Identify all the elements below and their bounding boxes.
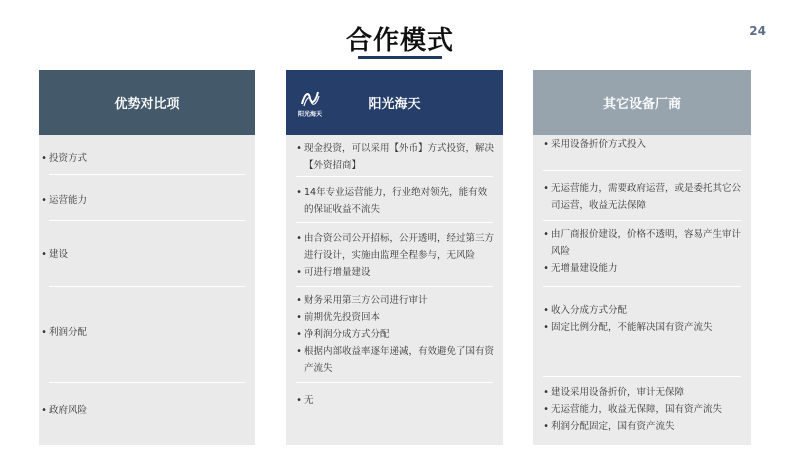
right-cell-1: • 无运营能力，需要政府运营，或是委托其它公司运营，收益无法保障 <box>533 180 751 214</box>
company-logo <box>294 88 326 118</box>
title-underline <box>358 56 442 59</box>
separator <box>543 170 741 171</box>
row-label-0 <box>39 150 255 167</box>
bullet-icon: • <box>41 249 47 260</box>
left-column-header <box>39 70 255 135</box>
right-cell-3: • 收入分成方式分配 • 固定比例分配，不能解决国有资产流失 <box>533 302 751 336</box>
cell-text: 可进行增量建设 <box>304 267 371 278</box>
cell-text: 财务采用第三方公司进行审计 <box>304 295 428 306</box>
cell-text: 固定比例分配，不能解决国有资产流失 <box>551 322 713 333</box>
separator <box>296 222 493 223</box>
other-vendors-column <box>533 70 751 445</box>
right-cell-4: • 建设采用设备折价，审计无保障 • 无运营能力，收益无保障，国有资产流失 • 利润分配固定，国有资产流失 <box>533 384 751 435</box>
row-label-text: 投资方式 <box>49 153 88 164</box>
row-label-text: 利润分配 <box>49 327 88 338</box>
cell-text: 建设采用设备折价，审计无保障 <box>551 387 685 398</box>
cell-text: 净利润分成方式分配 <box>304 329 390 340</box>
mid-cell-3: • 财务采用第三方公司进行审计 • 前期优先投资回本 • 净利润分成方式分配 • 根据内部收益率逐年递减，有效避免了国有资产流失 <box>286 292 503 377</box>
mid-column-header <box>286 70 503 135</box>
separator <box>49 174 245 175</box>
separator <box>296 176 493 177</box>
cell-text: 无运营能力，需要政府运营，或是委托其它公司运营，收益无法保障 <box>551 183 742 211</box>
cell-text: 无 <box>304 395 314 406</box>
right-column-header <box>533 70 751 135</box>
row-label-text: 建设 <box>49 249 69 260</box>
cell-text: 利润分配固定，国有资产流失 <box>551 421 675 432</box>
bullet-icon: • <box>41 153 47 164</box>
separator <box>296 382 493 383</box>
right-cell-0: • 采用设备折价方式投入 <box>533 136 751 153</box>
page-title: 合作模式 <box>345 26 454 56</box>
cell-text: 前期优先投资回本 <box>304 312 381 323</box>
comparison-items-column <box>39 70 255 445</box>
cell-text: 现金投资，可以采用【外币】方式投资，解决【外资招商】 <box>304 143 495 171</box>
page-number: 24 <box>749 24 766 38</box>
right-column-header-label: 其它设备厂商 <box>602 97 681 112</box>
bullet-icon: • <box>41 195 47 206</box>
cell-text: 无运营能力，收益无保障，国有资产流失 <box>551 404 723 415</box>
logo-text: 阳光海天 <box>297 111 322 118</box>
cell-text: 由厂商报价建设，价格不透明，容易产生审计风险 <box>551 229 742 257</box>
row-label-2 <box>39 246 255 263</box>
row-label-3 <box>39 324 255 341</box>
cell-text: 收入分成方式分配 <box>551 305 628 316</box>
cell-text: 由合资公司公开招标，公开透明，经过第三方进行设计，实施由监理全程参与，无风险 <box>304 233 495 261</box>
cell-text: 14年专业运营能力，行业绝对领先，能有效的保证收益不流失 <box>304 187 488 215</box>
mid-column-header-label: 阳光海天 <box>368 97 421 112</box>
separator <box>49 220 245 221</box>
row-label-1 <box>39 192 255 209</box>
mid-cell-1: • 14年专业运营能力，行业绝对领先，能有效的保证收益不流失 <box>286 184 503 218</box>
cell-text: 采用设备折价方式投入 <box>551 139 647 150</box>
separator <box>543 286 741 287</box>
separator <box>49 382 245 383</box>
left-column-header-label: 优势对比项 <box>114 97 180 112</box>
separator <box>296 286 493 287</box>
row-label-text: 政府风险 <box>49 405 88 416</box>
sun-wave-icon <box>299 88 321 108</box>
mid-cell-2: • 由合资公司公开招标，公开透明，经过第三方进行设计，实施由监理全程参与，无风险 • 可进行增量建设 <box>286 230 503 281</box>
bullet-icon: • <box>41 405 47 416</box>
mid-cell-0: • 现金投资，可以采用【外币】方式投资，解决【外资招商】 <box>286 140 503 174</box>
mid-cell-4: • 无 <box>286 392 503 409</box>
separator <box>49 286 245 287</box>
row-label-text: 运营能力 <box>49 195 88 206</box>
separator <box>543 220 741 221</box>
right-cell-2: • 由厂商报价建设，价格不透明，容易产生审计风险 • 无增量建设能力 <box>533 226 751 277</box>
separator <box>543 376 741 377</box>
cell-text: 无增量建设能力 <box>551 263 618 274</box>
bullet-icon: • <box>41 327 47 338</box>
cell-text: 根据内部收益率逐年递减，有效避免了国有资产流失 <box>304 346 495 374</box>
company-column <box>286 70 503 445</box>
row-label-4 <box>39 402 255 419</box>
